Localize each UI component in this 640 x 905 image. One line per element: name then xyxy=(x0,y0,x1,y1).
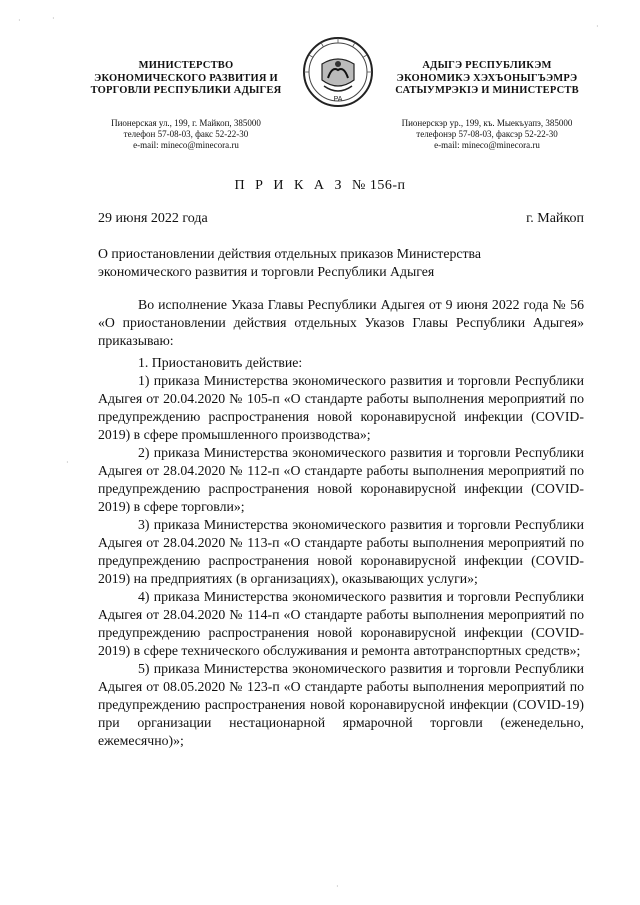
emblem-label: РА xyxy=(333,96,343,103)
subitem-paragraph: 1) приказа Министерства экономического развития и торговли Республики Адыгея от 20.04.2020 № 105-п «О стандарте работы выполнения мероприятий по предупреждению распространения новой коронавирусной инфекции (COVID-2019) в сфере промышленного производства»; xyxy=(98,373,584,442)
ministry-name-adyghe xyxy=(382,60,592,98)
scan-speck: · xyxy=(596,22,599,31)
coat-of-arms-emblem-icon xyxy=(302,34,374,110)
document-title xyxy=(0,178,640,194)
item-1-heading: 1. Приостановить действие: xyxy=(138,355,303,370)
email-line: e-mail: mineco@minecora.ru xyxy=(434,139,540,150)
org-line: ЭКОНОМИКЭ ХЭХЪОНЫГЪЭМРЭ xyxy=(396,72,578,84)
subitem-paragraph: 4) приказа Министерства экономического развития и торговли Республики Адыгея от 28.04.2020 № 114-п «О стандарте работы выполнения мероприятий по предупреждению распространения новой коронавирусной инфекции (COVID-2019) в сфере технического обслуживания и ремонта автотранспортных средств»; xyxy=(98,589,584,658)
phone-line: телефонэр 57-08-03, факсэр 52-22-30 xyxy=(416,128,558,139)
org-line: ЭКОНОМИЧЕСКОГО РАЗВИТИЯ И xyxy=(94,72,278,84)
org-line: МИНИСТЕРСТВО xyxy=(138,60,234,71)
intro-paragraph: Во исполнение Указа Главы Республики Адыгея от 9 июня 2022 года № 56 «О приостановлении действия отдельных Указов Главы Республики Адыгея» приказываю: xyxy=(98,297,584,348)
scan-speck: · xyxy=(18,16,21,25)
phone-line: телефон 57-08-03, факс 52-22-30 xyxy=(123,128,249,139)
order-body xyxy=(98,296,584,750)
order-date: 29 июня 2022 года xyxy=(98,211,208,226)
ministry-header-adyghe xyxy=(382,60,592,151)
order-label: П Р И К А З xyxy=(234,178,345,193)
ministry-header-russian xyxy=(88,60,284,151)
scan-speck: · xyxy=(336,882,339,891)
order-city: г. Майкоп xyxy=(526,211,584,226)
subitem-paragraph: 3) приказа Министерства экономического развития и торговли Республики Адыгея от 28.04.2020 № 113-п «О стандарте работы выполнения мероприятий по предупреждению распространения новой коронавирусной инфекции (COVID-2019) на предприятиях (в организациях), оказывающих услуги»; xyxy=(98,517,584,586)
org-line: САТЫУМРЭКIЭ И МИНИСТЕРСТВ xyxy=(395,85,579,96)
date-line xyxy=(98,211,584,227)
order-subject: О приостановлении действия отдельных приказов Министерства экономического развития и торговли Республики Адыгея xyxy=(98,246,481,279)
address-line: Пионерскэр ур., 199, къ. Мыекъуапэ, 385000 xyxy=(401,117,573,128)
scan-speck: · xyxy=(52,14,55,23)
address-line: Пионерская ул., 199, г. Майкоп, 385000 xyxy=(111,117,261,128)
org-line: АДЫГЭ РЕСПУБЛИКЭМ xyxy=(422,60,552,71)
scan-speck: · xyxy=(66,458,69,467)
ministry-name-russian xyxy=(88,60,284,98)
subitem-paragraph: 5) приказа Министерства экономического развития и торговли Республики Адыгея от 08.05.2020 № 123-п «О стандарте работы выполнения мероприятий по предупреждению распространения новой коронавирусной инфекции (COVID-19) при организации нестационарной ярмарочной торговли (еженедельно, ежемесячно)»; xyxy=(98,661,584,748)
email-line: e-mail: mineco@minecora.ru xyxy=(133,139,239,150)
contact-info-russian xyxy=(88,118,284,151)
contact-info-adyghe xyxy=(382,118,592,151)
subitem-paragraph: 2) приказа Министерства экономического развития и торговли Республики Адыгея от 28.04.2020 № 112-п «О стандарте работы выполнения мероприятий по предупреждению распространения новой коронавирусной инфекции (COVID-2019) в сфере торговли»; xyxy=(98,445,584,514)
org-line: ТОРГОВЛИ РЕСПУБЛИКИ АДЫГЕЯ xyxy=(90,85,282,96)
order-number: № 156-п xyxy=(351,178,406,193)
